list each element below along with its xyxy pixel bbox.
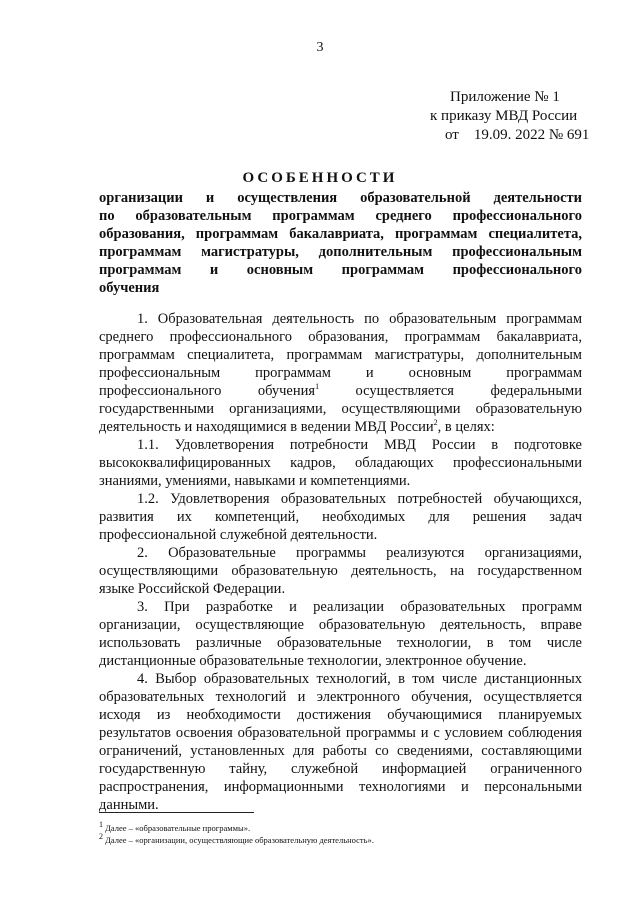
paragraph-3: 3. При разработке и реализации образовательных программ организации, осуществляющие образовательную деятельность, вправе использовать различные образовательные технологии, в том числе дистанционные образовательные технологии, электронное обучение.: [99, 599, 582, 669]
subtitle-line: программам и основным программам профессионального: [99, 262, 582, 278]
paragraph-1-1: 1.1. Удовлетворения потребности МВД России в подготовке высококвалифицированных кадров, обладающих профессиональными знаниями, умениями, навыками и компетенциями.: [99, 437, 582, 489]
paragraph-1: [99, 310, 582, 436]
footnote-divider: [99, 812, 254, 813]
paragraph-2: 2. Образовательные программы реализуются организациями, осуществляющими образовательную деятельность, на государственном языке Российской Федерации.: [99, 545, 582, 597]
footnote-1-mark: 1: [99, 820, 103, 830]
subtitle-line: образования, программам бакалавриата, программам специалитета,: [99, 226, 582, 242]
appendix-line-2: к приказу МВД России: [430, 108, 578, 124]
footnote-ref-2: 2: [433, 418, 438, 428]
document-title: ОСОБЕННОСТИ: [242, 170, 398, 186]
appendix-line-3: от 19.09. 2022 № 691: [445, 127, 590, 143]
footnote-2-mark: 2: [99, 832, 103, 842]
subtitle-line: программам магистратуры, дополнительным профессиональным: [99, 244, 582, 260]
paragraph-1-text-b: осуществляется федеральными государственными организациями, осуществляющими образовательную деятельность и находящимися в ведении МВД России: [99, 383, 582, 435]
body-text: [99, 310, 582, 814]
footnote-ref-1: 1: [315, 382, 320, 392]
paragraph-1-text-a: 1. Образовательная деятельность по образовательным программам среднего профессионального образования, программам бакалавриата, программам специалитета, программам магистратуры, дополнительным профессиональным программам и основным программам профессионального обучения: [99, 311, 582, 399]
appendix-line-1: Приложение № 1: [450, 89, 560, 105]
paragraph-1-2: 1.2. Удовлетворения образовательных потребностей обучающихся, развития их компетенций, необходимых для решения задач профессиональной служебной деятельности.: [99, 491, 582, 543]
subtitle-line: организации и осуществления образовательной деятельности: [99, 190, 582, 206]
appendix-block: [410, 88, 590, 145]
footnote-2-text: Далее – «организации, осуществляющие образовательную деятельность».: [103, 835, 374, 845]
paragraph-4: 4. Выбор образовательных технологий, в том числе дистанционных образовательных технологий и электронного обучения, осуществляется исходя из необходимости достижения обучающимися планируемых результатов освоения образовательной программы и с условием соблюдения ограничений, установленных для работы со сведениями, составляющими государственную тайну, служебной информацией ограниченного распространения, информационными технологиями и персональными данными.: [99, 671, 582, 813]
document-subtitle: [99, 189, 582, 297]
page-number: 3: [316, 40, 324, 55]
footnotes: [99, 822, 582, 846]
footnote-1: [99, 822, 582, 834]
subtitle-line: по образовательным программам среднего профессионального: [99, 208, 582, 224]
subtitle-line: обучения: [99, 280, 160, 296]
footnote-1-text: Далее – «образовательные программы».: [103, 823, 251, 833]
paragraph-1-text-c: , в целях:: [437, 419, 495, 435]
footnote-2: [99, 834, 582, 846]
